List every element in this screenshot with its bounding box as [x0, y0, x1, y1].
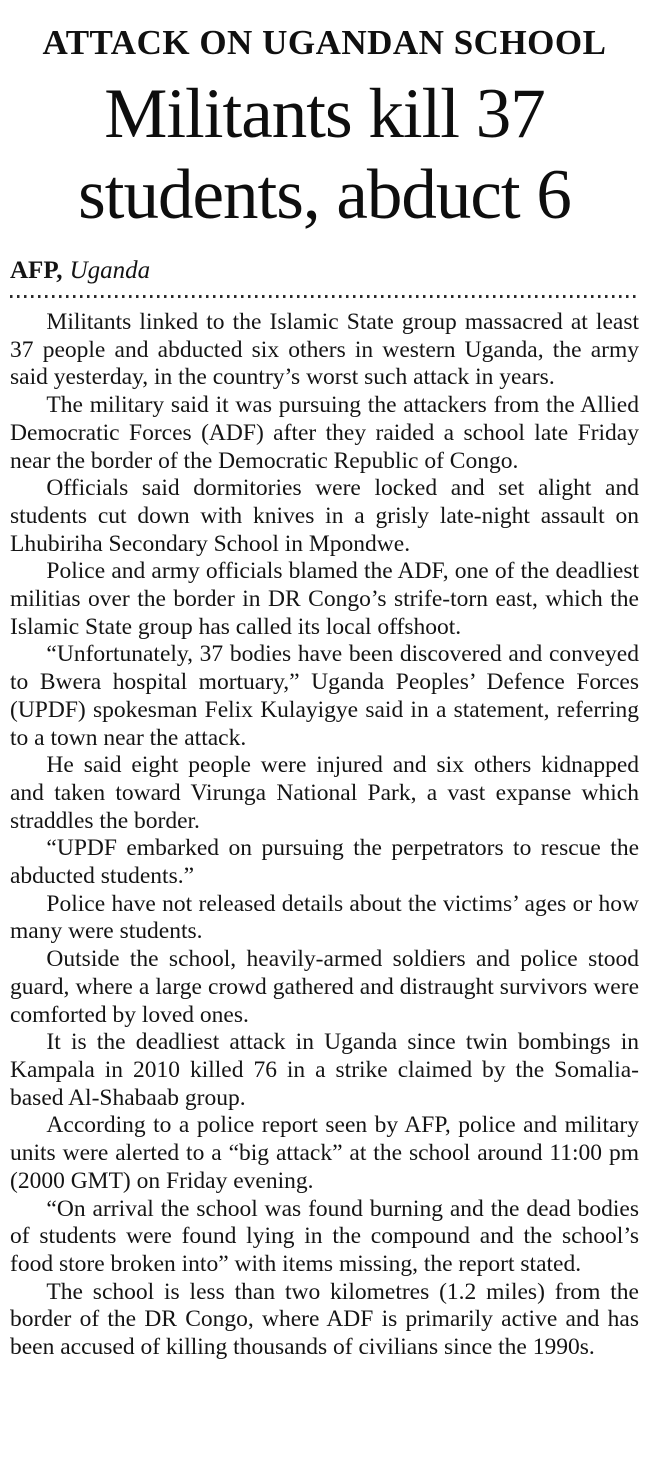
- article-paragraph: Militants linked to the Islamic State group massacred at least 37 people and abducted six others in western Uganda, the army said yesterday, in the country’s worst such attack in years.: [10, 309, 639, 391]
- article-paragraph: The military said it was pursuing the attackers from the Allied Democratic Forces (ADF) after they raided a school late Friday near the border of the Democratic Republic of Congo.: [10, 392, 639, 474]
- kicker: ATTACK ON UGANDAN SCHOOL: [42, 23, 607, 62]
- article-paragraph: Outside the school, heavily-armed soldiers and police stood guard, where a large crowd gathered and distraught survivors were comforted by loved ones.: [10, 946, 639, 1028]
- headline: [10, 74, 639, 236]
- article-paragraph: “On arrival the school was found burning and the dead bodies of students were found lying in the compound and the school’s food store broken into” with items missing, the report stated.: [10, 1195, 639, 1277]
- article-paragraph: The school is less than two kilometres (1.2 miles) from the border of the DR Congo, where ADF is primarily active and has been accused of killing thousands of civilians since the 1990s.: [10, 1278, 639, 1361]
- article-paragraph: He said eight people were injured and six others kidnapped and taken toward Virunga National Park, a vast expanse which straddles the border.: [10, 752, 639, 834]
- article-paragraph: “UPDF embarked on pursuing the perpetrators to rescue the abducted students.”: [10, 835, 639, 890]
- article-paragraph: Officials said dormitories were locked and set alight and students cut down with knives in a grisly late-night assault on Lhubiriha Secondary School in Mpondwe.: [10, 475, 639, 557]
- article-paragraph: Police have not released details about the victims’ ages or how many were students.: [10, 890, 639, 945]
- article-paragraph: “Unfortunately, 37 bodies have been discovered and conveyed to Bwera hospital mortuary,” Uganda Peoples’ Defence Forces (UPDF) spokesman Felix Kulayigye said in a statement, referring to a town near the attack.: [10, 641, 639, 751]
- byline-location: Uganda: [69, 257, 151, 284]
- article-paragraph: It is the deadliest attack in Uganda since twin bombings in Kampala in 2010 killed 76 in a strike claimed by the Somalia-based Al-Shabaab group.: [10, 1029, 639, 1111]
- headline-line-1: Militants kill 37: [104, 75, 545, 153]
- article-paragraph: According to a police report seen by AFP, police and military units were alerted to a “big attack” at the school around 11:00 pm (2000 GMT) on Friday evening.: [10, 1112, 639, 1194]
- dotted-divider: [10, 295, 639, 298]
- article-paragraph: Police and army officials blamed the ADF, one of the deadliest militias over the border in DR Congo’s strife-torn east, which the Islamic State group has called its local offshoot.: [10, 558, 639, 640]
- article-body: [10, 309, 639, 1362]
- byline: [10, 256, 639, 286]
- headline-line-2: students, abduct 6: [78, 156, 571, 234]
- byline-agency: AFP,: [10, 257, 63, 284]
